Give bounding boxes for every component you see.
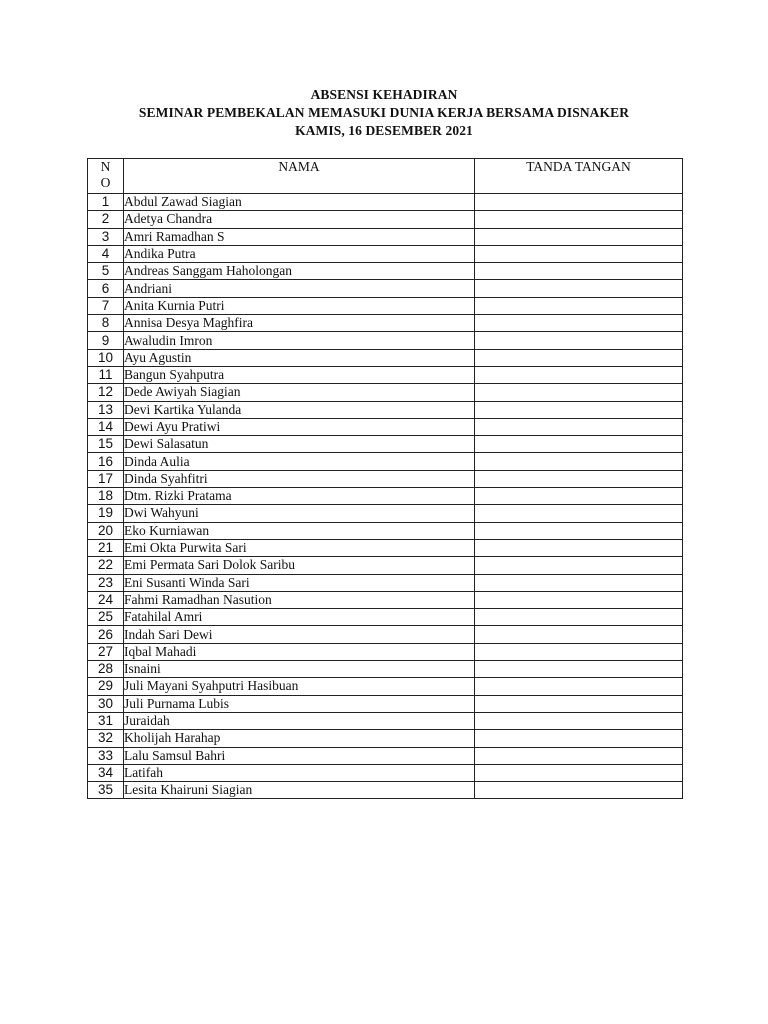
- header-date: KAMIS, 16 DESEMBER 2021: [295, 123, 473, 138]
- signature-cell[interactable]: [475, 764, 683, 781]
- table-row: [88, 211, 683, 228]
- row-number: 13: [88, 401, 124, 418]
- signature-cell[interactable]: [475, 557, 683, 574]
- column-header-no-line1: N: [100, 159, 111, 174]
- row-name: Emi Permata Sari Dolok Saribu: [124, 557, 475, 574]
- document-header: [0, 86, 768, 140]
- signature-cell[interactable]: [475, 297, 683, 314]
- table-header-row: [88, 159, 683, 194]
- row-name: Dewi Salasatun: [124, 436, 475, 453]
- column-header-no-line2: O: [100, 175, 111, 190]
- row-number: 30: [88, 695, 124, 712]
- table-row: [88, 280, 683, 297]
- table-row: [88, 297, 683, 314]
- row-name: Andriani: [124, 280, 475, 297]
- row-name: Dwi Wahyuni: [124, 505, 475, 522]
- signature-cell[interactable]: [475, 453, 683, 470]
- table-row: [88, 418, 683, 435]
- row-name: Annisa Desya Maghfira: [124, 315, 475, 332]
- row-name: Fahmi Ramadhan Nasution: [124, 591, 475, 608]
- table-row: [88, 747, 683, 764]
- row-name: Bangun Syahputra: [124, 366, 475, 383]
- table-row: [88, 712, 683, 729]
- row-number: 24: [88, 591, 124, 608]
- row-name: Dewi Ayu Pratiwi: [124, 418, 475, 435]
- row-number: 29: [88, 678, 124, 695]
- signature-cell[interactable]: [475, 332, 683, 349]
- signature-cell[interactable]: [475, 401, 683, 418]
- row-number: 17: [88, 470, 124, 487]
- row-number: 2: [88, 211, 124, 228]
- signature-cell[interactable]: [475, 661, 683, 678]
- table-row: [88, 384, 683, 401]
- row-name: Andreas Sanggam Haholongan: [124, 263, 475, 280]
- row-name: Dede Awiyah Siagian: [124, 384, 475, 401]
- table-row: [88, 315, 683, 332]
- table-row: [88, 453, 683, 470]
- row-name: Ayu Agustin: [124, 349, 475, 366]
- row-number: 31: [88, 712, 124, 729]
- column-header-no: [88, 159, 124, 194]
- row-number: 35: [88, 782, 124, 799]
- signature-cell[interactable]: [475, 695, 683, 712]
- table-row: [88, 245, 683, 262]
- table-row: [88, 782, 683, 799]
- row-name: Amri Ramadhan S: [124, 228, 475, 245]
- row-number: 28: [88, 661, 124, 678]
- table-row: [88, 626, 683, 643]
- signature-cell[interactable]: [475, 678, 683, 695]
- signature-cell[interactable]: [475, 194, 683, 211]
- row-name: Fatahilal Amri: [124, 609, 475, 626]
- row-name: Awaludin Imron: [124, 332, 475, 349]
- row-name: Kholijah Harahap: [124, 730, 475, 747]
- attendance-table: [87, 158, 683, 799]
- row-number: 26: [88, 626, 124, 643]
- row-number: 23: [88, 574, 124, 591]
- table-row: [88, 730, 683, 747]
- signature-cell[interactable]: [475, 522, 683, 539]
- row-number: 10: [88, 349, 124, 366]
- row-number: 34: [88, 764, 124, 781]
- row-name: Devi Kartika Yulanda: [124, 401, 475, 418]
- row-name: Juli Purnama Lubis: [124, 695, 475, 712]
- row-number: 27: [88, 643, 124, 660]
- row-name: Eni Susanti Winda Sari: [124, 574, 475, 591]
- table-row: [88, 366, 683, 383]
- row-name: Dinda Syahfitri: [124, 470, 475, 487]
- row-number: 25: [88, 609, 124, 626]
- row-name: Indah Sari Dewi: [124, 626, 475, 643]
- signature-cell[interactable]: [475, 349, 683, 366]
- table-row: [88, 505, 683, 522]
- row-number: 8: [88, 315, 124, 332]
- column-header-nama: NAMA: [124, 159, 475, 194]
- signature-cell[interactable]: [475, 211, 683, 228]
- row-number: 6: [88, 280, 124, 297]
- row-name: Lesita Khairuni Siagian: [124, 782, 475, 799]
- row-number: 15: [88, 436, 124, 453]
- row-number: 1: [88, 194, 124, 211]
- table-row: [88, 678, 683, 695]
- row-number: 12: [88, 384, 124, 401]
- row-name: Latifah: [124, 764, 475, 781]
- attendance-rows: [88, 194, 683, 799]
- signature-cell[interactable]: [475, 539, 683, 556]
- row-number: 21: [88, 539, 124, 556]
- row-name: Dtm. Rizki Pratama: [124, 488, 475, 505]
- row-number: 32: [88, 730, 124, 747]
- table-row: [88, 764, 683, 781]
- row-name: Isnaini: [124, 661, 475, 678]
- signature-cell[interactable]: [475, 747, 683, 764]
- row-number: 9: [88, 332, 124, 349]
- row-name: Juraidah: [124, 712, 475, 729]
- signature-cell[interactable]: [475, 488, 683, 505]
- table-row: [88, 332, 683, 349]
- signature-cell[interactable]: [475, 609, 683, 626]
- row-name: Abdul Zawad Siagian: [124, 194, 475, 211]
- signature-cell[interactable]: [475, 470, 683, 487]
- row-number: 18: [88, 488, 124, 505]
- table-row: [88, 522, 683, 539]
- signature-cell[interactable]: [475, 591, 683, 608]
- row-name: Dinda Aulia: [124, 453, 475, 470]
- signature-cell[interactable]: [475, 436, 683, 453]
- table-row: [88, 609, 683, 626]
- table-row: [88, 470, 683, 487]
- table-row: [88, 591, 683, 608]
- table-row: [88, 539, 683, 556]
- row-name: Emi Okta Purwita Sari: [124, 539, 475, 556]
- column-header-tanda-tangan: TANDA TANGAN: [475, 159, 683, 194]
- row-number: 7: [88, 297, 124, 314]
- signature-cell[interactable]: [475, 384, 683, 401]
- signature-cell[interactable]: [475, 280, 683, 297]
- signature-cell[interactable]: [475, 366, 683, 383]
- row-number: 4: [88, 245, 124, 262]
- signature-cell[interactable]: [475, 263, 683, 280]
- signature-cell[interactable]: [475, 730, 683, 747]
- row-number: 14: [88, 418, 124, 435]
- row-name: Iqbal Mahadi: [124, 643, 475, 660]
- signature-cell[interactable]: [475, 418, 683, 435]
- row-name: Anita Kurnia Putri: [124, 297, 475, 314]
- table-row: [88, 488, 683, 505]
- signature-cell[interactable]: [475, 315, 683, 332]
- row-number: 16: [88, 453, 124, 470]
- table-row: [88, 557, 683, 574]
- row-number: 3: [88, 228, 124, 245]
- signature-cell[interactable]: [475, 245, 683, 262]
- table-row: [88, 228, 683, 245]
- row-number: 5: [88, 263, 124, 280]
- row-number: 20: [88, 522, 124, 539]
- table-row: [88, 436, 683, 453]
- table-row: [88, 401, 683, 418]
- header-title: ABSENSI KEHADIRAN: [310, 87, 458, 102]
- row-name: Eko Kurniawan: [124, 522, 475, 539]
- header-event: SEMINAR PEMBEKALAN MEMASUKI DUNIA KERJA BERSAMA DISNAKER: [138, 105, 630, 120]
- row-number: 22: [88, 557, 124, 574]
- row-name: Lalu Samsul Bahri: [124, 747, 475, 764]
- signature-cell[interactable]: [475, 228, 683, 245]
- signature-cell[interactable]: [475, 505, 683, 522]
- signature-cell[interactable]: [475, 782, 683, 799]
- table-row: [88, 263, 683, 280]
- signature-cell[interactable]: [475, 643, 683, 660]
- row-name: Andika Putra: [124, 245, 475, 262]
- table-row: [88, 695, 683, 712]
- table-row: [88, 349, 683, 366]
- table-row: [88, 661, 683, 678]
- row-number: 33: [88, 747, 124, 764]
- signature-cell[interactable]: [475, 574, 683, 591]
- row-name: Juli Mayani Syahputri Hasibuan: [124, 678, 475, 695]
- table-row: [88, 194, 683, 211]
- row-name: Adetya Chandra: [124, 211, 475, 228]
- signature-cell[interactable]: [475, 626, 683, 643]
- table-row: [88, 643, 683, 660]
- row-number: 11: [88, 366, 124, 383]
- signature-cell[interactable]: [475, 712, 683, 729]
- row-number: 19: [88, 505, 124, 522]
- table-row: [88, 574, 683, 591]
